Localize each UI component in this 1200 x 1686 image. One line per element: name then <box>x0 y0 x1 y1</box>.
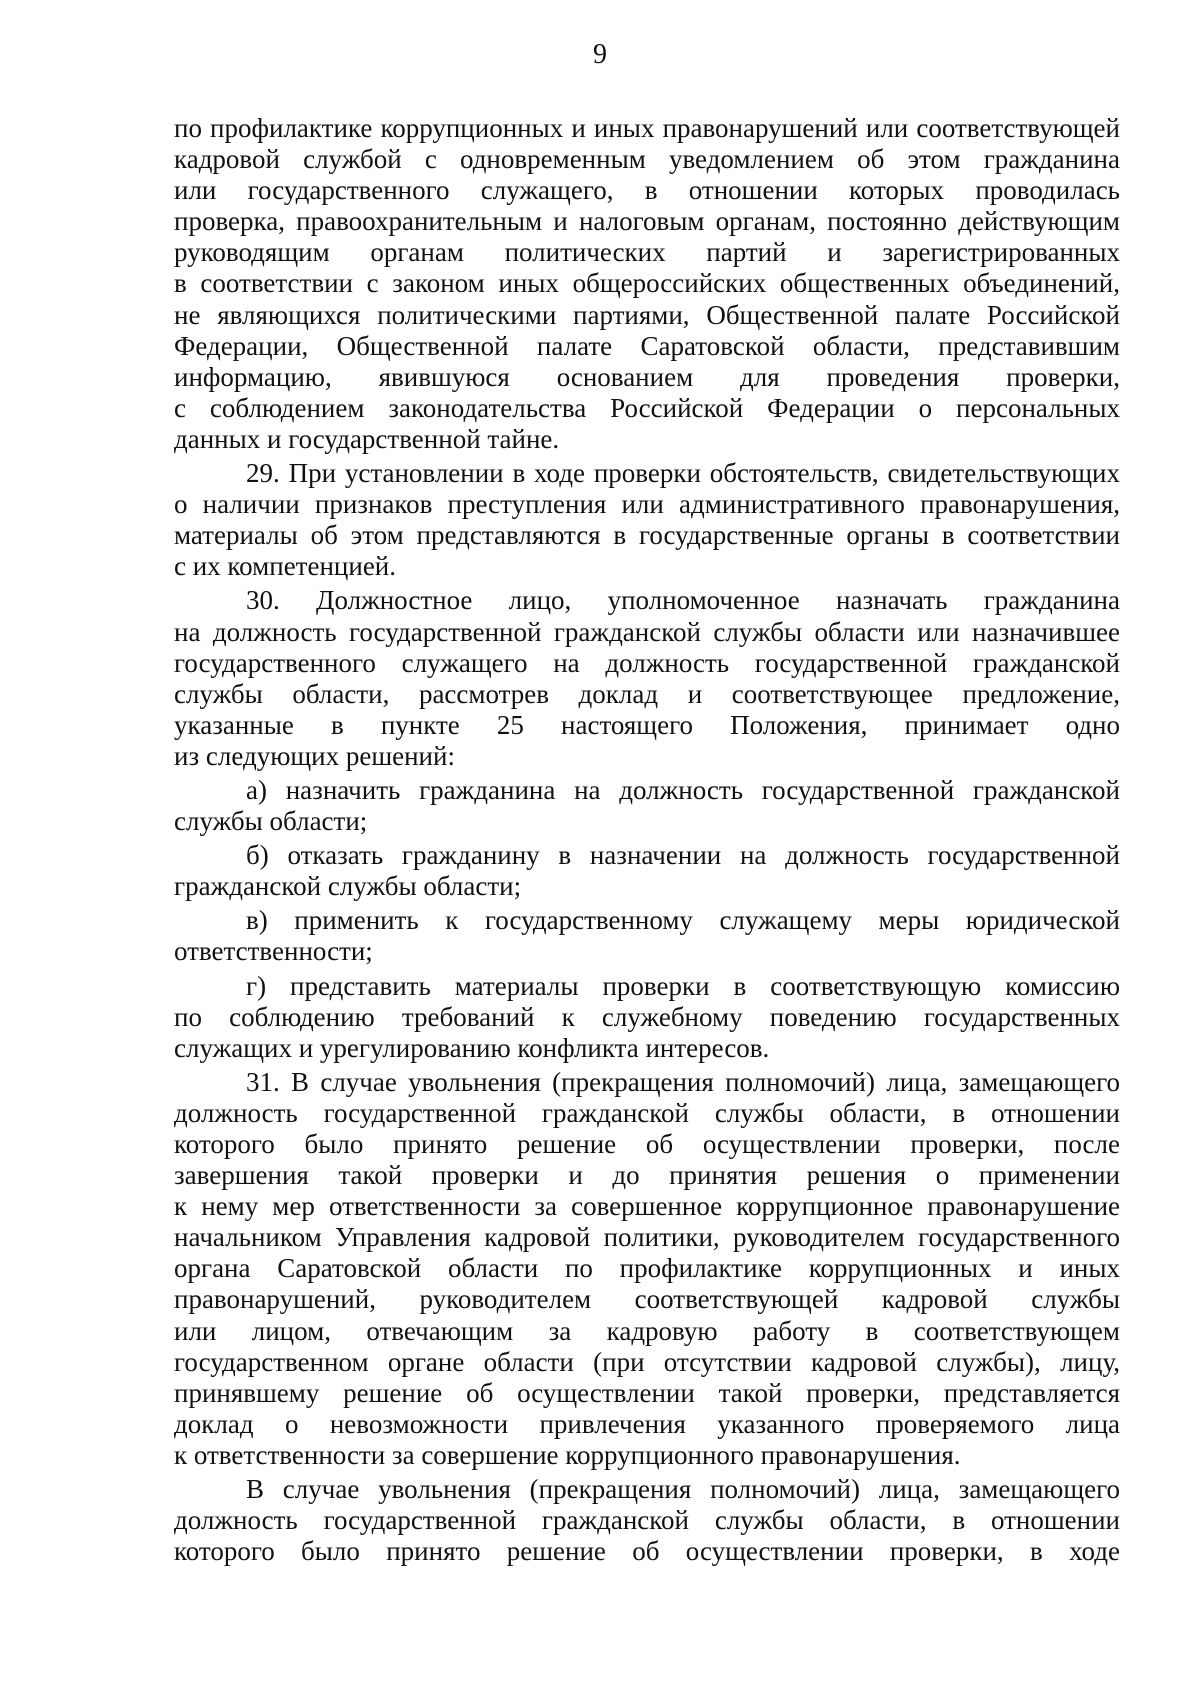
paragraph <box>174 1067 1120 1471</box>
paragraph <box>174 971 1120 1064</box>
text-line: гражданской службы области; <box>174 871 522 902</box>
text-line: 31. В случае увольнения (прекращения полномочий) лица, замещающего <box>246 1066 1120 1097</box>
text-line: к нему мер ответственности за совершенное коррупционное правонарушение <box>174 1191 1120 1222</box>
paragraph <box>174 840 1120 902</box>
text-line: завершения такой проверки и до принятия решения о применении <box>174 1160 1120 1191</box>
paragraph <box>174 1474 1120 1567</box>
page-number: 9 <box>593 39 607 70</box>
text-line: службы области, рассмотрев доклад и соответствующее предложение, <box>174 678 1120 709</box>
text-line: государственном органе области (при отсутствии кадровой службы), лицу, <box>174 1346 1120 1377</box>
paragraph <box>174 775 1120 837</box>
paragraph <box>174 113 1120 455</box>
text-line: б) отказать гражданину в назначении на должность государственной <box>246 840 1120 871</box>
document-body <box>174 113 1120 1567</box>
text-line: г) представить материалы проверки в соответствующую комиссию <box>246 970 1120 1001</box>
text-line: служащих и урегулированию конфликта интересов. <box>174 1032 770 1063</box>
paragraph <box>174 905 1120 967</box>
paragraph <box>174 458 1120 582</box>
text-line: в) применить к государственному служащему меры юридической <box>246 905 1120 936</box>
text-line: Федерации, Общественной палате Саратовской области, представившим <box>174 330 1120 361</box>
text-line: на должность государственной гражданской службы области или назначившее <box>174 616 1120 647</box>
text-line: органа Саратовской области по профилактике коррупционных и иных <box>174 1253 1120 1284</box>
text-line: В случае увольнения (прекращения полномочий) лица, замещающего <box>246 1474 1120 1505</box>
text-line: должность государственной гражданской службы области, в отношении <box>174 1097 1120 1128</box>
text-line: а) назначить гражданина на должность государственной гражданской <box>246 774 1120 805</box>
text-line: должность государственной гражданской службы области, в отношении <box>174 1505 1120 1536</box>
text-line: ответственности; <box>174 936 373 967</box>
text-line: правонарушений, руководителем соответствующей кадровой службы <box>174 1284 1120 1315</box>
text-line: не являющихся политическими партиями, Общественной палате Российской <box>174 299 1120 330</box>
text-line: доклад о невозможности привлечения указанного проверяемого лица <box>174 1408 1120 1439</box>
text-line: 29. При установлении в ходе проверки обстоятельств, свидетельствующих <box>246 458 1120 489</box>
text-line: начальником Управления кадровой политики, руководителем государственного <box>174 1222 1120 1253</box>
text-line: службы области; <box>174 806 368 837</box>
text-line: проверка, правоохранительным и налоговым органам, постоянно действующим <box>174 206 1120 237</box>
text-line: которого было принято решение об осуществлении проверки, в ходе <box>174 1536 1120 1567</box>
text-line: 30. Должностное лицо, уполномоченное назначать гражданина <box>246 585 1120 616</box>
text-line: с их компетенцией. <box>174 551 396 582</box>
text-line: принявшему решение об осуществлении такой проверки, представляется <box>174 1377 1120 1408</box>
text-line: указанные в пункте 25 настоящего Положения, принимает одно <box>174 709 1120 740</box>
text-line: по профилактике коррупционных и иных правонарушений или соответствующей <box>174 113 1120 143</box>
text-line: с соблюдением законодательства Российской Федерации о персональных <box>174 392 1120 423</box>
text-line: кадровой службой с одновременным уведомлением об этом гражданина <box>174 144 1120 175</box>
text-line: государственного служащего на должность государственной гражданской <box>174 647 1120 678</box>
text-line: по соблюдению требований к служебному поведению государственных <box>174 1001 1120 1032</box>
text-line: о наличии признаков преступления или административного правонарушения, <box>174 489 1120 520</box>
text-line: к ответственности за совершение коррупционного правонарушения. <box>174 1439 961 1470</box>
text-line: информацию, явившуюся основанием для проведения проверки, <box>174 361 1120 392</box>
text-line: в соответствии с законом иных общероссийских общественных объединений, <box>174 268 1120 299</box>
text-line: материалы об этом представляются в государственные органы в соответствии <box>174 520 1120 551</box>
text-line: которого было принято решение об осуществлении проверки, после <box>174 1129 1120 1159</box>
text-line: руководящим органам политических партий и зарегистрированных <box>174 237 1120 268</box>
paragraph <box>174 585 1120 772</box>
text-line: из следующих решений: <box>174 740 455 771</box>
text-line: или лицом, отвечающим за кадровую работу в соответствующем <box>174 1315 1120 1346</box>
text-line: или государственного служащего, в отношении которых проводилась <box>174 175 1120 206</box>
text-line: данных и государственной тайне. <box>174 423 560 454</box>
